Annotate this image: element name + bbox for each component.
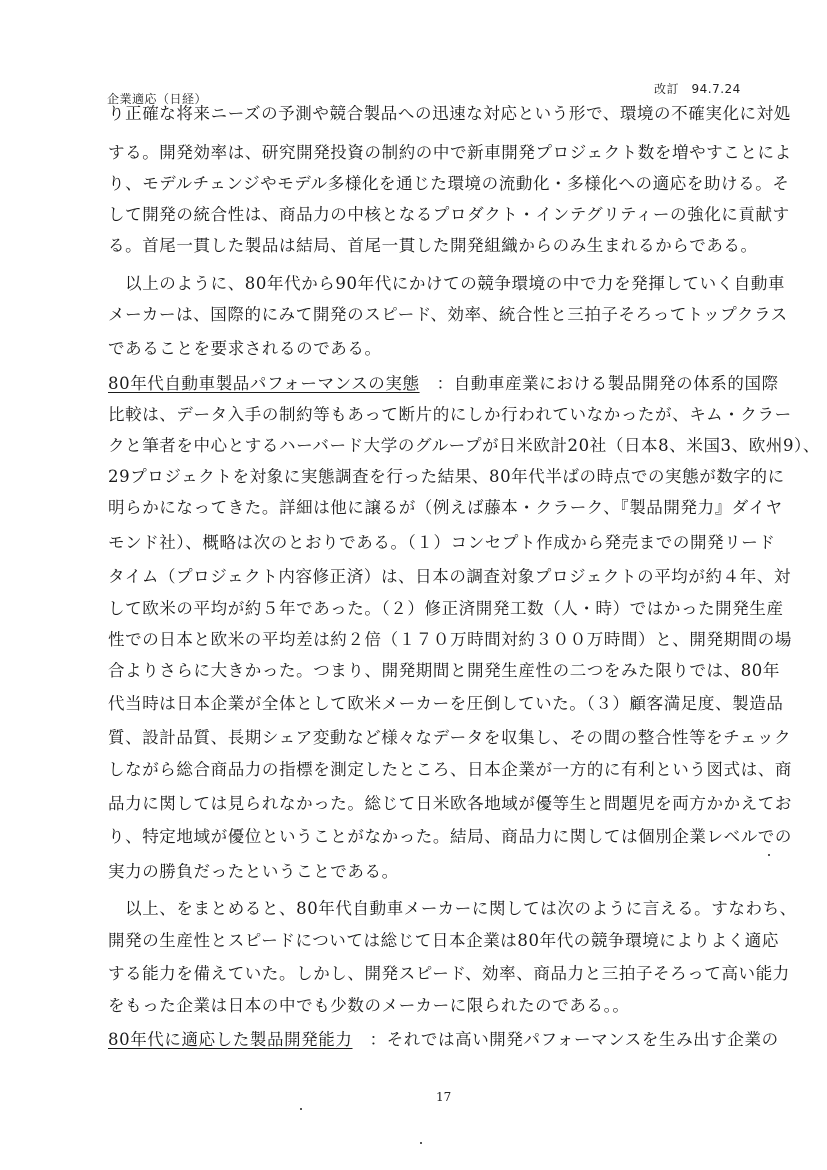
body-line: しながら総合商品力の指標を測定したところ、日本企業が一方的に有利という図式は、商 xyxy=(108,760,792,779)
body-line: 比較は、データ入手の制約等もあって断片的にしか行われていなかったが、キム・クラー xyxy=(108,405,792,424)
body-line: ：それでは高い開発パフォーマンスを生み出す企業の xyxy=(352,1030,779,1049)
section-heading-capability: 80年代に適応した製品開発能力 xyxy=(108,1030,353,1049)
body-line: して欧米の平均が約５年であった。（２）修正済開発工数（人・時）ではかった開発生産 xyxy=(108,599,784,618)
body-line: 品力に関しては見られなかった。総じて日米欧各地域が優等生と問題児を両方かかえてお xyxy=(108,794,792,813)
body-line: 質、設計品質、長期シェア変動など様々なデータを収集し、その間の整合性等をチェック xyxy=(108,728,792,747)
scan-speck xyxy=(300,1108,302,1110)
scan-speck xyxy=(420,1142,422,1144)
body-line: する能力を備えていた。しかし、開発スピード、効率、商品力と三拍子そろって高い能力 xyxy=(108,964,790,983)
body-line: ：自動車産業における製品開発の体系的国際 xyxy=(419,374,779,393)
body-line: 実力の勝負だったということである。 xyxy=(108,862,399,881)
body-line-with-heading xyxy=(108,1030,779,1050)
body-line: 代当時は日本企業が全体として欧米メーカーを圧倒していた。（３）顧客満足度、製造品 xyxy=(108,694,784,713)
body-line: 性での日本と欧米の平均差は約２倍（１７０万時間対約３００万時間）と、開発期間の場 xyxy=(108,630,792,649)
body-line: り、特定地域が優位ということがなかった。結局、商品力に関しては個別企業レベルでの xyxy=(108,827,792,846)
body-line: 29プロジェクトを対象に実態調査を行った結果、80年代半ばの時点での実態が数字的に xyxy=(108,467,785,486)
body-line: る。首尾一貫した製品は結局、首尾一貫した開発組織からのみ生まれるからである。 xyxy=(108,236,758,255)
header-revision-date: 改訂 94.7.24 xyxy=(654,82,741,96)
body-line: 以上のように、80年代から90年代にかけての競争環境の中で力を発揮していく自動車 xyxy=(108,274,786,293)
body-line: り、モデルチェンジやモデル多様化を通じた環境の流動化・多様化への適応を助ける。そ xyxy=(108,174,790,193)
body-line: して開発の統合性は、商品力の中核となるプロダクト・インテグリティーの強化に貢献す xyxy=(108,205,790,224)
body-line-with-heading xyxy=(108,374,779,394)
section-heading-performance: 80年代自動車製品パフォーマンスの実態 xyxy=(108,374,420,393)
body-line: モンド社）、概略は次のとおりである。（１）コンセプト作成から発売までの開発リード xyxy=(108,533,776,552)
page-number: 17 xyxy=(436,1090,452,1104)
body-line: をもった企業は日本の中でも少数のメーカーに限られたのである。。 xyxy=(108,996,630,1015)
body-line: 以上、をまとめると、80年代自動車メーカーに関しては次のように言える。すなわち、 xyxy=(108,899,797,918)
body-line: 明らかになってきた。詳細は他に譲るが（例えば藤本・クラーク、『製品開発力』ダイヤ xyxy=(108,498,783,517)
body-line: タイム（プロジェクト内容修正済）は、日本の調査対象プロジェクトの平均が約４年、対 xyxy=(108,567,792,586)
body-line: メーカーは、国際的にみて開発のスピード、効率、統合性と三拍子そろってトップクラス xyxy=(108,305,788,324)
body-line: クと筆者を中心とするハーバード大学のグループが日米欧計20社（日本8、米国3、欧州9）、 xyxy=(108,436,820,455)
body-line: り正確な将来ニーズの予測や競合製品への迅速な対応という形で、環境の不確実化に対処 xyxy=(108,104,791,123)
body-line: であることを要求されるのである。 xyxy=(108,339,382,358)
body-line: 開発の生産性とスピードについては総じて日本企業は80年代の競争環境によりよく適応 xyxy=(108,931,780,950)
body-line: 合よりさらに大きかった。つまり、開発期間と開発生産性の二つをみた限りでは、80年 xyxy=(108,661,780,680)
body-line: する。開発効率は、研究開発投資の制約の中で新車開発プロジェクト数を増やすことによ xyxy=(108,143,792,162)
scan-speck xyxy=(768,854,770,856)
header-document-label: 企業適応（日経） xyxy=(107,92,208,106)
